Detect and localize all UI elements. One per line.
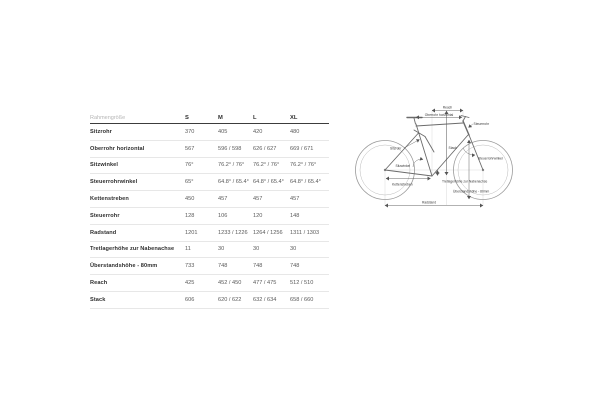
row-label: Stack [90,296,106,303]
row-label: Steuerrohrwinkel [90,179,138,186]
table-header-row [90,106,329,124]
row-value: 425 [185,280,195,287]
table-row [90,258,329,275]
size-column-header: M [218,115,223,121]
row-value: 1233 / 1226 [218,229,248,236]
table-row [90,208,329,225]
table-row [90,225,329,242]
seatpost [414,118,416,124]
row-value: 733 [185,263,195,270]
row-value: 1201 [185,229,198,236]
row-value: 148 [290,212,300,219]
table-row [90,292,329,309]
row-value: 632 / 634 [253,296,277,303]
row-value: 128 [185,212,195,219]
row-label: Oberrohr horizontal [90,145,145,152]
diagram-label-kettenstreben: Kettenstreben [392,182,413,187]
diagram-label-radstand: Radstand [421,200,437,205]
row-value: 457 [290,196,300,203]
size-column-header: XL [290,115,298,121]
table-row [90,158,329,175]
seat-tube [416,124,432,176]
row-value: 11 [185,246,191,253]
row-value: 120 [253,212,263,219]
row-value: 620 / 622 [218,296,242,303]
table-row [90,141,329,158]
stem [463,117,466,122]
row-value: 64.8° / 65.4° [290,179,321,186]
row-value: 748 [253,263,263,270]
row-label: Sitzwinkel [90,162,119,169]
row-value: 65° [185,179,194,186]
diagram-label-steuerrohrwinkel: Steuerrohrwinkel [478,156,503,161]
row-value: 30 [253,246,260,253]
geometry-table [90,106,329,309]
row-value: 450 [185,196,195,203]
chainstay-tube [385,170,432,176]
row-value: 658 / 660 [290,296,314,303]
steuerrohr-leader-arrow [469,124,473,128]
table-row [90,275,329,292]
row-value: 669 / 671 [290,145,314,152]
row-label: Steuerrohr [90,212,120,219]
row-label: Tretlagerhöhe zur Nabenachse [90,246,175,253]
row-value: 64.8° / 65.4° [218,179,249,186]
row-value: 370 [185,128,195,135]
row-value: 457 [218,196,228,203]
size-column-header: L [253,115,257,121]
diagram-label-oberrohr: Oberrohr horizontal [424,112,454,117]
table-row [90,174,329,191]
bike-geometry-diagram [352,86,522,218]
row-value: 30 [218,246,225,253]
row-value: 1311 / 1303 [290,229,320,236]
row-value: 106 [218,212,228,219]
diagram-label-sitzrohr: Sitzrohr [390,146,402,151]
row-value: 76° [185,162,194,169]
row-value: 480 [290,128,300,135]
row-label: Kettenstreben [90,196,129,203]
row-value: 64.8° / 65.4° [253,179,284,186]
table-row [90,124,329,141]
row-value: 626 / 627 [253,145,277,152]
geometry-table-body [90,124,329,309]
row-value: 457 [253,196,263,203]
table-row [90,191,329,208]
diagram-label-ueberstandshoehe: Überstandshöhe - 80mm [453,189,490,194]
size-column-header: S [185,115,189,121]
row-label: Radstand [90,229,117,236]
table-row [90,242,329,259]
diagram-label-reach: Reach [442,105,453,110]
rear-shock [425,137,434,153]
row-value: 76.2° / 76° [290,162,317,169]
table-header-label: Rahmengröße [90,115,126,121]
row-value: 477 / 475 [253,280,277,287]
head-tube [463,121,469,135]
diagram-label-stack: Stack [448,146,457,150]
row-value: 596 / 598 [218,145,242,152]
row-value: 748 [290,263,300,270]
diagram-label-sitzwinkel: Sitzwinkel [395,164,411,168]
top-tube [416,123,463,126]
row-value: 606 [185,296,195,303]
row-value: 30 [290,246,297,253]
row-value: 76.2° / 76° [253,162,280,169]
diagram-label-tretlagerhoehe: Tretlagerhöhe zur Nabenachse [442,179,488,184]
row-label: Überstandshöhe - 80mm [90,263,158,270]
row-value: 405 [218,128,228,135]
row-value: 420 [253,128,263,135]
row-value: 567 [185,145,195,152]
row-value: 452 / 450 [218,280,242,287]
row-label: Reach [90,280,108,287]
row-value: 512 / 510 [290,280,314,287]
row-label: Sitzrohr [90,128,112,135]
row-value: 748 [218,263,228,270]
row-value: 76.2° / 76° [218,162,245,169]
diagram-label-steuerrohr: Steuerrohr [473,122,490,126]
row-value: 1264 / 1256 [253,229,283,236]
